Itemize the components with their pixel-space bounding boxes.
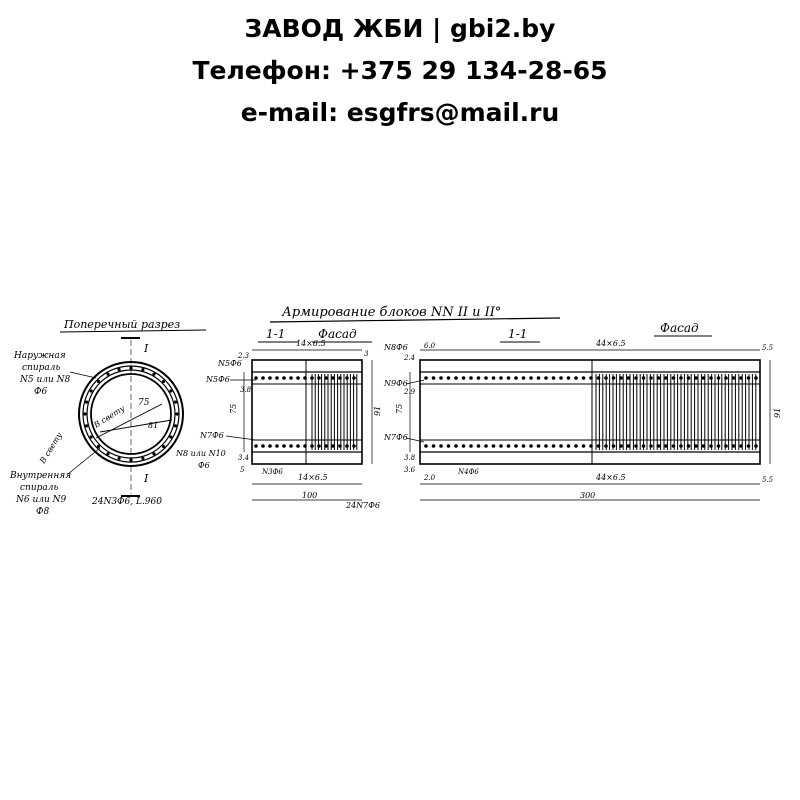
rebar-dot — [152, 452, 155, 455]
rebar-dot — [732, 444, 736, 448]
rebar-dot — [338, 444, 342, 448]
rebar-dot — [152, 373, 155, 376]
short-mark-n7: N7Ф6 — [200, 431, 224, 440]
rebar-dot — [619, 376, 623, 380]
inner-spiral-leader — [68, 448, 100, 474]
rebar-dot — [477, 444, 481, 448]
long-block-end-dim-bottom: 5.5 — [762, 476, 774, 484]
rebar-dot — [642, 444, 646, 448]
long-block-bottom-dim: 44×6.5 — [596, 473, 626, 482]
rebar-dot — [484, 444, 488, 448]
short-block-bottom-rebar — [254, 444, 356, 448]
short-block-stirrups — [312, 374, 357, 450]
rebar-dot — [747, 376, 751, 380]
short-block-width: 100 — [302, 491, 318, 500]
long-block-outline — [420, 360, 760, 464]
rebar-dot — [477, 376, 481, 380]
long-block-stirrups — [596, 374, 756, 450]
long-dim-3: 3.8 — [404, 454, 416, 462]
rebar-dot — [345, 376, 349, 380]
header-line-phone: Телефон: +375 29 134-28-65 — [192, 56, 608, 85]
rebar-dot — [694, 376, 698, 380]
rebar-dot — [634, 444, 638, 448]
rebar-dot — [331, 376, 335, 380]
short-block-view — [175, 327, 382, 510]
rebar-dot — [469, 376, 473, 380]
short-block-top-dim: 14×6.5 — [296, 339, 326, 348]
long-mark-n9-leader — [406, 380, 424, 384]
rebar-dot — [649, 376, 653, 380]
rebar-dot — [275, 376, 279, 380]
section-mark-bottom: I — [144, 472, 149, 485]
long-mark-n7: N7Ф6 — [384, 433, 408, 442]
rebar-dot — [303, 444, 307, 448]
rebar-dot — [462, 444, 466, 448]
rebar-dot — [317, 444, 321, 448]
rebar-dot — [589, 444, 593, 448]
rebar-dot — [162, 445, 165, 448]
long-dim-1: 2.4 — [404, 354, 416, 362]
rebar-dot — [296, 376, 300, 380]
long-dim-2: 2.9 — [404, 388, 416, 396]
rebar-dot — [106, 452, 109, 455]
rebar-dot — [589, 376, 593, 380]
rebar-dot — [492, 376, 496, 380]
rebar-dot — [552, 376, 556, 380]
rebar-dot — [634, 376, 638, 380]
inner-spiral-label-1: Внутренняя — [10, 471, 72, 481]
rebar-dot — [83, 412, 86, 415]
rebar-dot — [672, 376, 676, 380]
rebar-dot — [310, 376, 314, 380]
long-mark-n4: N4Ф6 — [458, 468, 479, 476]
rebar-dot — [338, 376, 342, 380]
rebar-dot — [268, 376, 272, 380]
rebar-dot — [331, 444, 335, 448]
rebar-dot — [261, 376, 265, 380]
rebar-dot — [90, 435, 93, 438]
short-block-bottom-dim: 14×6.5 — [298, 473, 328, 482]
rebar-dot — [85, 424, 88, 427]
rebar-dot — [117, 368, 120, 371]
cross-section-bottom-note: 24N3Ф6, L.960 — [92, 497, 162, 507]
long-dim-4: 3.6 — [404, 466, 416, 474]
header-line-plant: ЗАВОД ЖБИ | gbi2.by — [244, 14, 556, 43]
rebar-dot — [424, 444, 428, 448]
rebar-dot — [469, 444, 473, 448]
rebar-dot — [724, 444, 728, 448]
rebar-dot — [289, 444, 293, 448]
rebar-dot — [85, 400, 88, 403]
rebar-dot — [447, 376, 451, 380]
in-light-label-outer: В свету — [38, 431, 64, 466]
rebar-dot — [324, 444, 328, 448]
rebar-dot — [582, 444, 586, 448]
rebar-dot — [97, 380, 100, 383]
rebar-dot — [352, 444, 356, 448]
rebar-dot — [709, 376, 713, 380]
rebar-dot — [604, 376, 608, 380]
rebar-dot — [739, 376, 743, 380]
section-mark-top: I — [144, 342, 149, 355]
rebar-dot — [169, 435, 172, 438]
rebar-dot — [574, 444, 578, 448]
drawing-main-title: Армирование блоков NN II и II° — [282, 305, 502, 320]
rebar-dot — [317, 376, 321, 380]
short-mark-n3: N3Ф6 — [262, 468, 283, 476]
short-dim-2: 3.8 — [240, 386, 252, 394]
rebar-dot — [129, 366, 132, 369]
long-block-height-left: 75 — [395, 403, 404, 414]
short-block-height-right: 91 — [373, 405, 382, 416]
rebar-dot — [462, 376, 466, 380]
rebar-dot — [282, 376, 286, 380]
rebar-dot — [169, 389, 172, 392]
short-block-section-label: 1-1 — [266, 327, 286, 341]
rebar-dot — [559, 376, 563, 380]
short-mark-n5: N5Ф6 — [218, 359, 242, 368]
rebar-dot — [106, 373, 109, 376]
long-block-facade-label: Фасад — [660, 321, 699, 335]
rebar-dot — [627, 444, 631, 448]
long-block-height-right: 91 — [773, 407, 782, 418]
rebar-dot — [303, 376, 307, 380]
long-block-section-label: 1-1 — [508, 327, 528, 341]
long-block-width: 300 — [580, 491, 596, 500]
rebar-dot — [717, 376, 721, 380]
rebar-dot — [432, 376, 436, 380]
rebar-dot — [345, 444, 349, 448]
rebar-dot — [694, 444, 698, 448]
rebar-dot — [679, 444, 683, 448]
rebar-dot — [537, 376, 541, 380]
rebar-dot — [544, 444, 548, 448]
rebar-dot — [612, 376, 616, 380]
short-block-bottom-note: 24N7Ф6 — [346, 501, 380, 510]
rebar-dot — [289, 376, 293, 380]
inner-spiral-label-3: N6 или N9 — [16, 495, 67, 505]
rebar-dot — [657, 444, 661, 448]
rebar-dot — [642, 376, 646, 380]
rebar-dot — [507, 444, 511, 448]
outer-spiral-label-4: Ф6 — [34, 387, 48, 397]
rebar-dot — [514, 444, 518, 448]
short-mark-n8-d: Ф6 — [198, 461, 210, 470]
long-block-top-dim: 44×6.5 — [596, 339, 626, 348]
rebar-dot — [492, 444, 496, 448]
rebar-dot — [672, 444, 676, 448]
short-block-height-left: 75 — [229, 403, 238, 414]
rebar-dot — [97, 445, 100, 448]
rebar-dot — [129, 458, 132, 461]
rebar-dot — [296, 444, 300, 448]
rebar-dot — [162, 380, 165, 383]
inner-spiral-label-2: спираль — [20, 483, 59, 493]
rebar-dot — [522, 444, 526, 448]
rebar-dot — [454, 444, 458, 448]
rebar-dot — [499, 444, 503, 448]
rebar-dot — [567, 376, 571, 380]
outer-spiral-label-3: N5 или N8 — [20, 375, 71, 385]
rebar-dot — [567, 444, 571, 448]
long-block-end-dim-top: 5.5 — [762, 344, 774, 352]
cross-section-view — [9, 318, 206, 517]
rebar-dot — [664, 444, 668, 448]
rebar-dot — [514, 376, 518, 380]
rebar-dot — [649, 444, 653, 448]
rebar-dot — [282, 444, 286, 448]
rebar-dot — [724, 376, 728, 380]
rebar-dot — [352, 376, 356, 380]
rebar-dot — [310, 444, 314, 448]
rebar-dot — [447, 444, 451, 448]
rebar-dot — [604, 444, 608, 448]
rebar-dot — [544, 376, 548, 380]
short-block-facade-label: Фасад — [318, 327, 357, 341]
rebar-dot — [559, 444, 563, 448]
rebar-dot — [175, 412, 178, 415]
rebar-dot — [597, 376, 601, 380]
rebar-dot — [687, 444, 691, 448]
short-dim-1: 2.3 — [238, 352, 250, 360]
dim-81: 81 — [148, 421, 159, 430]
rebar-dot — [261, 444, 265, 448]
rebar-dot — [619, 444, 623, 448]
long-mark-n9: N9Ф6 — [384, 379, 408, 388]
rebar-dot — [424, 376, 428, 380]
long-dim-5: 2.0 — [424, 474, 436, 482]
long-block-view — [383, 321, 782, 500]
rebar-dot — [679, 376, 683, 380]
rebar-dot — [709, 444, 713, 448]
inner-spiral-label-4: Ф8 — [36, 507, 50, 517]
rebar-dot — [612, 444, 616, 448]
rebar-dot — [522, 376, 526, 380]
short-dim-3: 3.4 — [238, 454, 250, 462]
rebar-dot — [529, 444, 533, 448]
short-dim-4: 5 — [240, 466, 245, 474]
rebar-dot — [732, 376, 736, 380]
rebar-dot — [702, 444, 706, 448]
rebar-dot — [141, 368, 144, 371]
cross-section-title: Поперечный разрез — [64, 318, 181, 331]
rebar-dot — [582, 376, 586, 380]
rebar-dot — [754, 376, 758, 380]
rebar-dot — [439, 444, 443, 448]
rebar-dot — [174, 424, 177, 427]
rebar-dot — [552, 444, 556, 448]
rebar-dot — [324, 376, 328, 380]
short-dim-5: 3 — [364, 350, 369, 358]
header-line-email: e-mail: esgfrs@mail.ru — [240, 98, 560, 127]
long-block-left-dim: 6.0 — [424, 342, 436, 350]
radius-line-81 — [100, 420, 172, 432]
rebar-dot — [90, 389, 93, 392]
rebar-dot — [664, 376, 668, 380]
rebar-dot — [717, 444, 721, 448]
in-light-label-inner: В свету — [92, 403, 127, 430]
short-mark-n5b: N5Ф6 — [206, 375, 230, 384]
rebar-dot — [739, 444, 743, 448]
rebar-dot — [747, 444, 751, 448]
long-mark-n8: N8Ф6 — [384, 343, 408, 352]
rebar-dot — [254, 376, 258, 380]
short-block-top-rebar — [254, 376, 356, 380]
rebar-dot — [432, 444, 436, 448]
rebar-dot — [529, 376, 533, 380]
rebar-dot — [439, 376, 443, 380]
outer-spiral-label-1: Наружная — [14, 351, 66, 361]
rebar-dot — [174, 400, 177, 403]
rebar-dot — [574, 376, 578, 380]
rebar-dot — [117, 457, 120, 460]
dim-75: 75 — [138, 398, 150, 408]
rebar-dot — [141, 457, 144, 460]
rebar-dot — [537, 444, 541, 448]
rebar-dot — [597, 444, 601, 448]
rebar-dot — [702, 376, 706, 380]
rebar-dot — [254, 444, 258, 448]
rebar-dot — [499, 376, 503, 380]
rebar-dot — [454, 376, 458, 380]
rebar-dot — [687, 376, 691, 380]
rebar-dot — [627, 376, 631, 380]
rebar-dot — [268, 444, 272, 448]
rebar-dot — [657, 376, 661, 380]
outer-spiral-label-2: спираль — [22, 363, 61, 373]
outer-spiral-leader — [70, 372, 96, 378]
rebar-dot — [754, 444, 758, 448]
short-mark-n8: N8 или N10 — [176, 449, 226, 458]
rebar-dot — [484, 376, 488, 380]
rebar-dot — [275, 444, 279, 448]
short-block-outline — [252, 360, 362, 464]
rebar-dot — [507, 376, 511, 380]
